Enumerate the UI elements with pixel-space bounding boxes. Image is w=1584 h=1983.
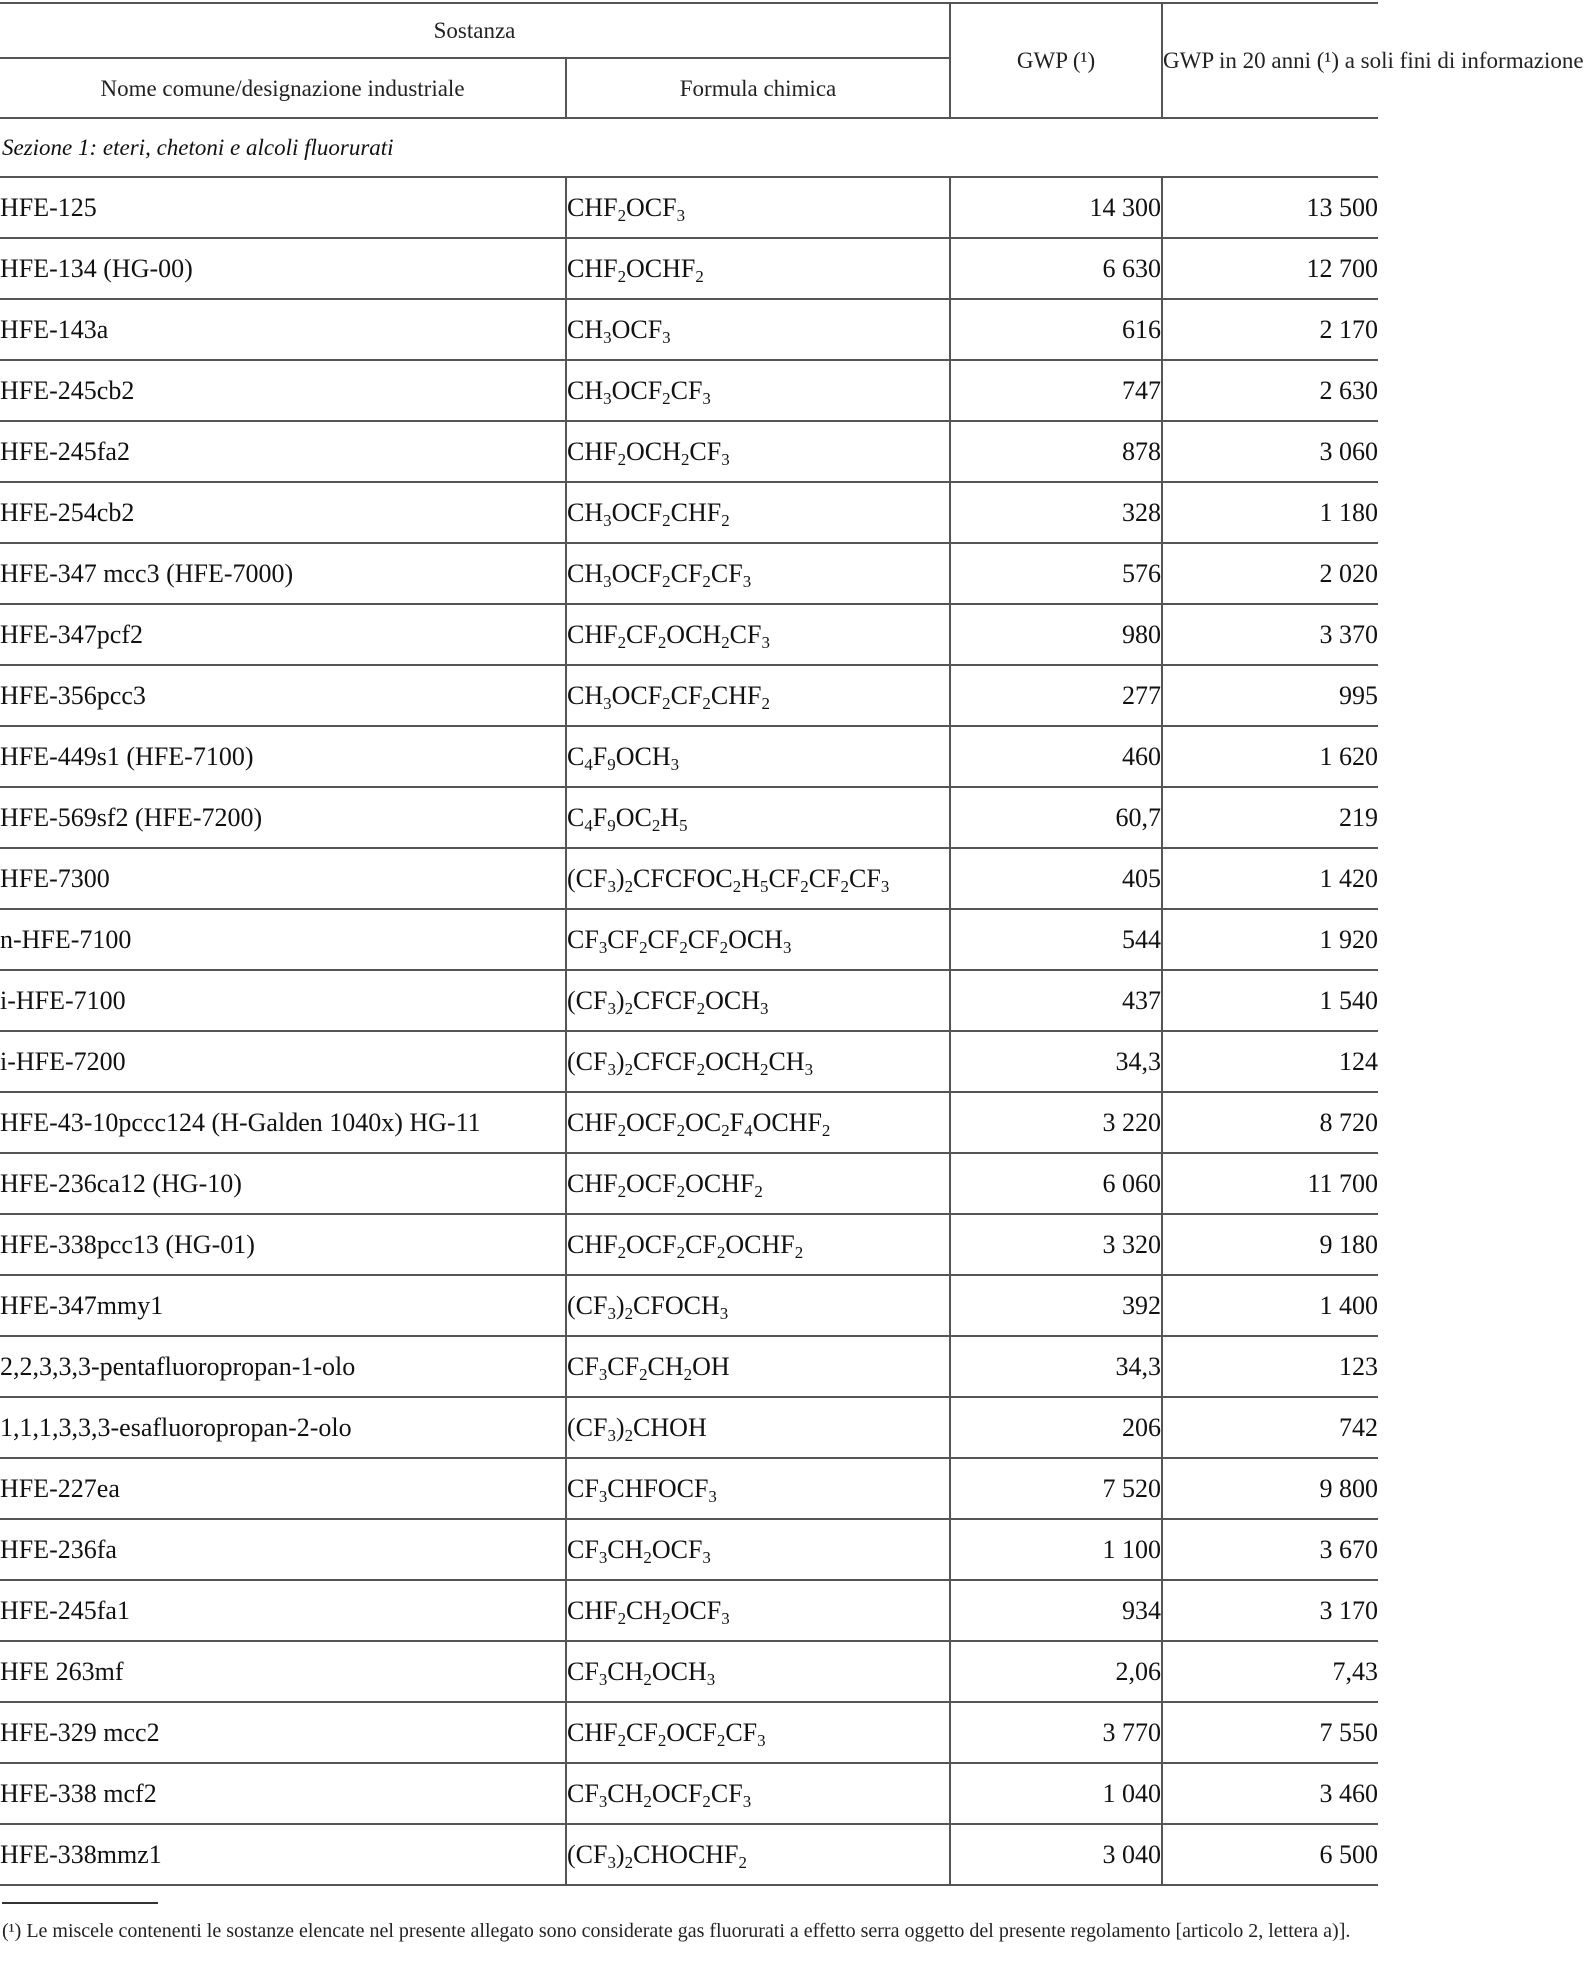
cell-name: HFE-245fa2 bbox=[0, 421, 566, 482]
table-row bbox=[0, 848, 1378, 909]
cell-gwp-20: 11 700 bbox=[1162, 1153, 1378, 1214]
cell-gwp: 405 bbox=[950, 848, 1162, 909]
cell-gwp-20: 219 bbox=[1162, 787, 1378, 848]
cell-gwp: 60,7 bbox=[950, 787, 1162, 848]
cell-gwp: 392 bbox=[950, 1275, 1162, 1336]
header-substance: Sostanza bbox=[0, 3, 950, 58]
cell-name: HFE-569sf2 (HFE-7200) bbox=[0, 787, 566, 848]
cell-formula: $(CF_3)_2CFCF_2OCH_3$ bbox=[566, 970, 950, 1031]
cell-gwp-20: 7,43 bbox=[1162, 1641, 1378, 1702]
cell-gwp-20: 6 500 bbox=[1162, 1824, 1378, 1885]
section-title: Sezione 1: eteri, chetoni e alcoli fluorurati bbox=[0, 118, 1378, 177]
cell-formula: $CF_3CF_2CH_2OH$ bbox=[566, 1336, 950, 1397]
cell-gwp-20: 8 720 bbox=[1162, 1092, 1378, 1153]
cell-formula: $CHF_2OCH_2CF_3$ bbox=[566, 421, 950, 482]
cell-gwp: 328 bbox=[950, 482, 1162, 543]
table-row bbox=[0, 1214, 1378, 1275]
cell-formula: $(CF_3)_2CHOH$ bbox=[566, 1397, 950, 1458]
cell-name: HFE-338 mcf2 bbox=[0, 1763, 566, 1824]
cell-gwp: 1 040 bbox=[950, 1763, 1162, 1824]
section-row bbox=[0, 118, 1378, 177]
header-common-name: Nome comune/designazione industriale bbox=[0, 58, 566, 118]
cell-gwp-20: 9 180 bbox=[1162, 1214, 1378, 1275]
cell-gwp: 576 bbox=[950, 543, 1162, 604]
cell-name: HFE-347mmy1 bbox=[0, 1275, 566, 1336]
cell-gwp: 544 bbox=[950, 909, 1162, 970]
cell-gwp: 878 bbox=[950, 421, 1162, 482]
cell-gwp-20: 13 500 bbox=[1162, 177, 1378, 238]
cell-formula: $CHF_2CH_2OCF_3$ bbox=[566, 1580, 950, 1641]
cell-formula: $CH_3OCF_2CF_2CHF_2$ bbox=[566, 665, 950, 726]
cell-gwp: 277 bbox=[950, 665, 1162, 726]
table-row bbox=[0, 1580, 1378, 1641]
cell-formula: $CF_3CHFOCF_3$ bbox=[566, 1458, 950, 1519]
cell-name: HFE-43-10pccc124 (H-Galden 1040x) HG-11 bbox=[0, 1092, 566, 1153]
cell-formula: $(CF_3)_2CFCF_2OCH_2CH_3$ bbox=[566, 1031, 950, 1092]
cell-formula: $CF_3CH_2OCF_2CF_3$ bbox=[566, 1763, 950, 1824]
gwp-table bbox=[0, 2, 1584, 1886]
cell-gwp: 747 bbox=[950, 360, 1162, 421]
cell-gwp: 34,3 bbox=[950, 1336, 1162, 1397]
table-row bbox=[0, 1397, 1378, 1458]
cell-formula: $CHF_2CF_2OCF_2CF_3$ bbox=[566, 1702, 950, 1763]
cell-gwp-20: 3 460 bbox=[1162, 1763, 1378, 1824]
cell-name: HFE-245fa1 bbox=[0, 1580, 566, 1641]
cell-formula: $(CF_3)_2CHOCHF_2$ bbox=[566, 1824, 950, 1885]
cell-gwp-20: 9 800 bbox=[1162, 1458, 1378, 1519]
table-row bbox=[0, 1458, 1378, 1519]
cell-name: 1,1,1,3,3,3-esafluoropropan-2-olo bbox=[0, 1397, 566, 1458]
cell-gwp-20: 3 060 bbox=[1162, 421, 1378, 482]
cell-gwp-20: 1 620 bbox=[1162, 726, 1378, 787]
cell-gwp-20: 1 400 bbox=[1162, 1275, 1378, 1336]
cell-formula: $CH_3OCF_3$ bbox=[566, 299, 950, 360]
cell-name: HFE-227ea bbox=[0, 1458, 566, 1519]
cell-gwp-20: 2 630 bbox=[1162, 360, 1378, 421]
cell-formula: $(CF_3)_2CFCFOC_2H_5CF_2CF_2CF_3$ bbox=[566, 848, 950, 909]
cell-gwp: 437 bbox=[950, 970, 1162, 1031]
cell-gwp: 616 bbox=[950, 299, 1162, 360]
cell-gwp: 3 040 bbox=[950, 1824, 1162, 1885]
table-row bbox=[0, 726, 1378, 787]
cell-gwp-20: 3 170 bbox=[1162, 1580, 1378, 1641]
table-row bbox=[0, 421, 1378, 482]
table-row bbox=[0, 1336, 1378, 1397]
cell-formula: $CH_3OCF_2CF_2CF_3$ bbox=[566, 543, 950, 604]
cell-formula: $CHF_2OCF_3$ bbox=[566, 177, 950, 238]
cell-formula: $CF_3CF_2CF_2CF_2OCH_3$ bbox=[566, 909, 950, 970]
cell-name: HFE-338mmz1 bbox=[0, 1824, 566, 1885]
footnote-divider bbox=[2, 1902, 158, 1904]
cell-formula: $CHF_2OCF_2OC_2F_4OCHF_2$ bbox=[566, 1092, 950, 1153]
cell-formula: $CHF_2OCF_2OCHF_2$ bbox=[566, 1153, 950, 1214]
cell-name: i-HFE-7100 bbox=[0, 970, 566, 1031]
cell-gwp: 3 770 bbox=[950, 1702, 1162, 1763]
cell-name: HFE-236ca12 (HG-10) bbox=[0, 1153, 566, 1214]
table-row bbox=[0, 1092, 1378, 1153]
table-row bbox=[0, 1519, 1378, 1580]
cell-gwp: 3 220 bbox=[950, 1092, 1162, 1153]
cell-gwp-20: 742 bbox=[1162, 1397, 1378, 1458]
cell-gwp: 206 bbox=[950, 1397, 1162, 1458]
cell-gwp-20: 1 420 bbox=[1162, 848, 1378, 909]
cell-name: HFE 263mf bbox=[0, 1641, 566, 1702]
cell-name: HFE-236fa bbox=[0, 1519, 566, 1580]
table-row bbox=[0, 909, 1378, 970]
cell-name: HFE-449s1 (HFE-7100) bbox=[0, 726, 566, 787]
footnote: (¹) Le miscele contenenti le sostanze elencate nel presente allegato sono considerate gas fluorurati a effetto serra oggetto del presente regolamento [articolo 2, lettera a)]. bbox=[2, 1920, 1351, 1942]
cell-gwp-20: 7 550 bbox=[1162, 1702, 1378, 1763]
cell-gwp: 1 100 bbox=[950, 1519, 1162, 1580]
cell-formula: $C_4F_9OCH_3$ bbox=[566, 726, 950, 787]
cell-gwp-20: 3 670 bbox=[1162, 1519, 1378, 1580]
table-row bbox=[0, 543, 1378, 604]
cell-name: i-HFE-7200 bbox=[0, 1031, 566, 1092]
cell-gwp: 6 060 bbox=[950, 1153, 1162, 1214]
cell-name: HFE-338pcc13 (HG-01) bbox=[0, 1214, 566, 1275]
cell-name: HFE-254cb2 bbox=[0, 482, 566, 543]
cell-gwp-20: 2 170 bbox=[1162, 299, 1378, 360]
cell-gwp: 980 bbox=[950, 604, 1162, 665]
table-body bbox=[0, 118, 1378, 1885]
cell-gwp-20: 12 700 bbox=[1162, 238, 1378, 299]
cell-gwp: 934 bbox=[950, 1580, 1162, 1641]
cell-gwp: 7 520 bbox=[950, 1458, 1162, 1519]
cell-formula: $CF_3CH_2OCF_3$ bbox=[566, 1519, 950, 1580]
table-row bbox=[0, 1153, 1378, 1214]
table-row bbox=[0, 360, 1378, 421]
cell-gwp: 34,3 bbox=[950, 1031, 1162, 1092]
cell-name: HFE-347 mcc3 (HFE-7000) bbox=[0, 543, 566, 604]
cell-formula: $CH_3OCF_2CHF_2$ bbox=[566, 482, 950, 543]
cell-gwp-20: 124 bbox=[1162, 1031, 1378, 1092]
table-row bbox=[0, 1824, 1378, 1885]
cell-name: 2,2,3,3,3-pentafluoropropan-1-olo bbox=[0, 1336, 566, 1397]
cell-name: n-HFE-7100 bbox=[0, 909, 566, 970]
cell-name: HFE-356pcc3 bbox=[0, 665, 566, 726]
table-row bbox=[0, 1702, 1378, 1763]
cell-gwp: 3 320 bbox=[950, 1214, 1162, 1275]
cell-name: HFE-245cb2 bbox=[0, 360, 566, 421]
cell-formula: $CHF_2OCHF_2$ bbox=[566, 238, 950, 299]
table-row bbox=[0, 299, 1378, 360]
table-row bbox=[0, 482, 1378, 543]
header-gwp: GWP (¹) bbox=[950, 3, 1162, 118]
cell-formula: $(CF_3)_2CFOCH_3$ bbox=[566, 1275, 950, 1336]
cell-gwp-20: 1 180 bbox=[1162, 482, 1378, 543]
cell-name: HFE-7300 bbox=[0, 848, 566, 909]
table-header bbox=[0, 3, 1584, 118]
table-row bbox=[0, 787, 1378, 848]
table-row bbox=[0, 970, 1378, 1031]
cell-name: HFE-143a bbox=[0, 299, 566, 360]
cell-gwp-20: 1 920 bbox=[1162, 909, 1378, 970]
header-chemical-formula: Formula chimica bbox=[566, 58, 950, 118]
cell-gwp: 6 630 bbox=[950, 238, 1162, 299]
cell-gwp: 14 300 bbox=[950, 177, 1162, 238]
cell-name: HFE-125 bbox=[0, 177, 566, 238]
cell-formula: $C_4F_9OC_2H_5$ bbox=[566, 787, 950, 848]
cell-gwp-20: 2 020 bbox=[1162, 543, 1378, 604]
cell-formula: $CF_3CH_2OCH_3$ bbox=[566, 1641, 950, 1702]
cell-gwp-20: 995 bbox=[1162, 665, 1378, 726]
cell-name: HFE-134 (HG-00) bbox=[0, 238, 566, 299]
table-row bbox=[0, 238, 1378, 299]
table-row bbox=[0, 1641, 1378, 1702]
cell-gwp: 2,06 bbox=[950, 1641, 1162, 1702]
table-row bbox=[0, 1275, 1378, 1336]
cell-formula: $CH_3OCF_2CF_3$ bbox=[566, 360, 950, 421]
cell-gwp-20: 123 bbox=[1162, 1336, 1378, 1397]
table-row bbox=[0, 604, 1378, 665]
cell-formula: $CHF_2CF_2OCH_2CF_3$ bbox=[566, 604, 950, 665]
table-row bbox=[0, 1763, 1378, 1824]
cell-name: HFE-329 mcc2 bbox=[0, 1702, 566, 1763]
cell-gwp-20: 1 540 bbox=[1162, 970, 1378, 1031]
cell-formula: $CHF_2OCF_2CF_2OCHF_2$ bbox=[566, 1214, 950, 1275]
table-row bbox=[0, 177, 1378, 238]
cell-name: HFE-347pcf2 bbox=[0, 604, 566, 665]
table-row bbox=[0, 665, 1378, 726]
header-gwp-20-years: GWP in 20 anni (¹) a soli fini di informazione bbox=[1162, 3, 1378, 118]
cell-gwp-20: 3 370 bbox=[1162, 604, 1378, 665]
table-row bbox=[0, 1031, 1378, 1092]
cell-gwp: 460 bbox=[950, 726, 1162, 787]
